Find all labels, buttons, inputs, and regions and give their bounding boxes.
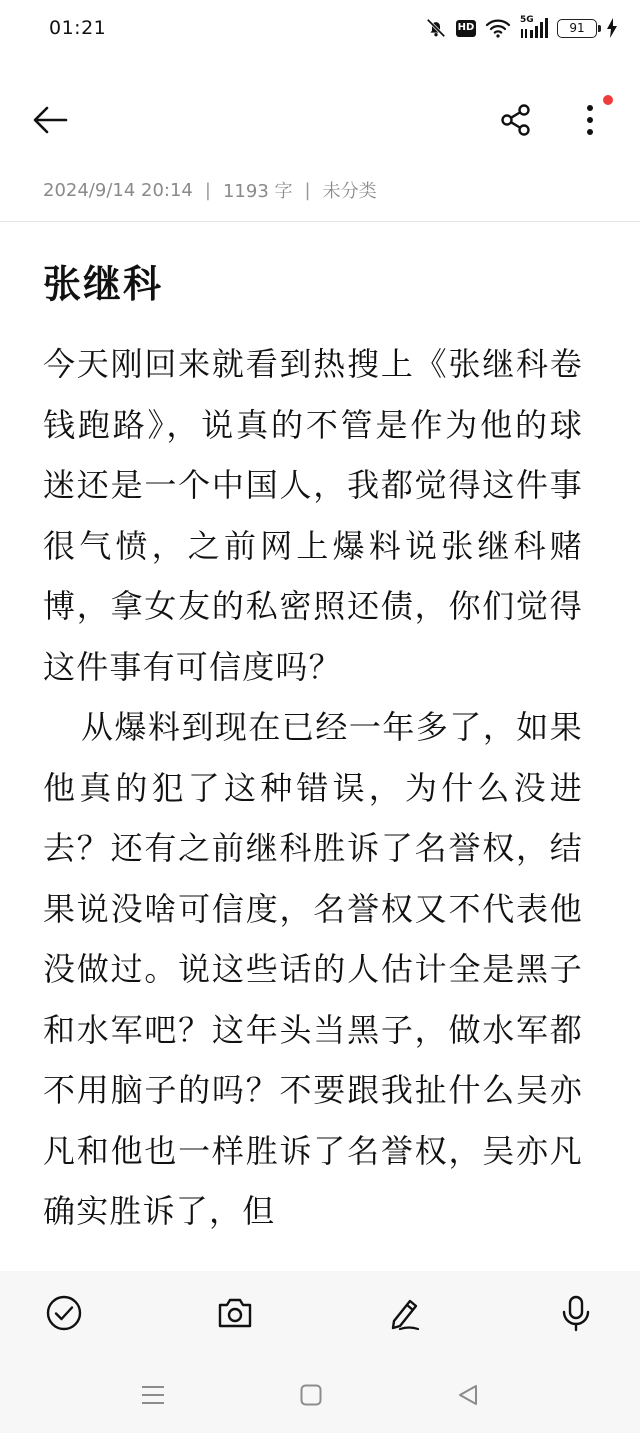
back-triangle-icon — [457, 1384, 479, 1406]
hd-icon — [456, 20, 476, 37]
app-header — [0, 86, 640, 152]
more-vertical-icon — [585, 104, 595, 136]
pen-icon — [386, 1294, 424, 1332]
meta-separator: | — [304, 179, 311, 201]
checklist-icon — [45, 1294, 83, 1332]
share-button[interactable] — [494, 100, 538, 140]
note-meta — [43, 177, 377, 203]
status-bar — [0, 0, 640, 56]
system-back-button[interactable] — [448, 1375, 488, 1415]
back-arrow-icon — [32, 105, 68, 135]
note-paragraph: 今天刚回来就看到热搜上《张继科卷钱跑路》，说真的不管是作为他的球迷还是一个中国人，我都觉得这件事很气愤，之前网上爆料说张继科赌博，拿女友的私密照还债，你们觉得这件事有可信度吗？ — [43, 345, 583, 686]
home-square-icon — [300, 1384, 322, 1406]
wifi-icon — [485, 18, 511, 38]
more-options-button[interactable] — [570, 98, 610, 142]
mute-bell-icon — [425, 17, 447, 39]
charging-icon — [606, 18, 618, 38]
divider — [0, 221, 640, 222]
microphone-icon — [559, 1294, 593, 1332]
camera-icon — [216, 1296, 254, 1330]
checklist-button[interactable] — [42, 1291, 86, 1335]
battery-icon — [557, 19, 597, 38]
handwriting-button[interactable] — [383, 1291, 427, 1335]
share-icon — [499, 103, 533, 137]
word-count: 1193 字 — [222, 181, 293, 202]
notification-dot — [603, 95, 613, 105]
signal-icon — [520, 17, 548, 39]
note-title[interactable]: 张继科 — [43, 261, 164, 306]
recents-menu-icon — [141, 1384, 165, 1406]
camera-button[interactable] — [213, 1291, 257, 1335]
recents-button[interactable] — [133, 1375, 173, 1415]
hd-label: HD — [457, 22, 475, 33]
back-button[interactable] — [28, 100, 72, 140]
status-time: 01:21 — [49, 17, 107, 39]
voice-input-button[interactable] — [554, 1291, 598, 1335]
status-icons — [425, 15, 618, 41]
meta-separator: | — [204, 179, 211, 201]
note-body[interactable] — [43, 334, 583, 1272]
note-date: 2024/9/14 20:14 — [43, 179, 193, 201]
note-category[interactable]: 未分类 — [322, 181, 377, 202]
editor-toolbar — [0, 1271, 640, 1353]
home-button[interactable] — [291, 1375, 331, 1415]
note-paragraph: 从爆料到现在已经一年多了，如果他真的犯了这种错误，为什么没进去？还有之前继科胜诉了名誉权，结果说没啥可信度，名誉权又不代表他没做过。说这些话的人估计全是黑子和水军吧？这年头当黑子，做水军都不用脑子的吗？不要跟我扯什么吴亦凡和他也一样胜诉了名誉权，吴亦凡确实胜诉了，但 — [43, 708, 583, 1230]
network-label: 5G — [520, 15, 534, 25]
system-navigation-bar — [0, 1353, 640, 1433]
battery-level: 91 — [569, 21, 585, 35]
